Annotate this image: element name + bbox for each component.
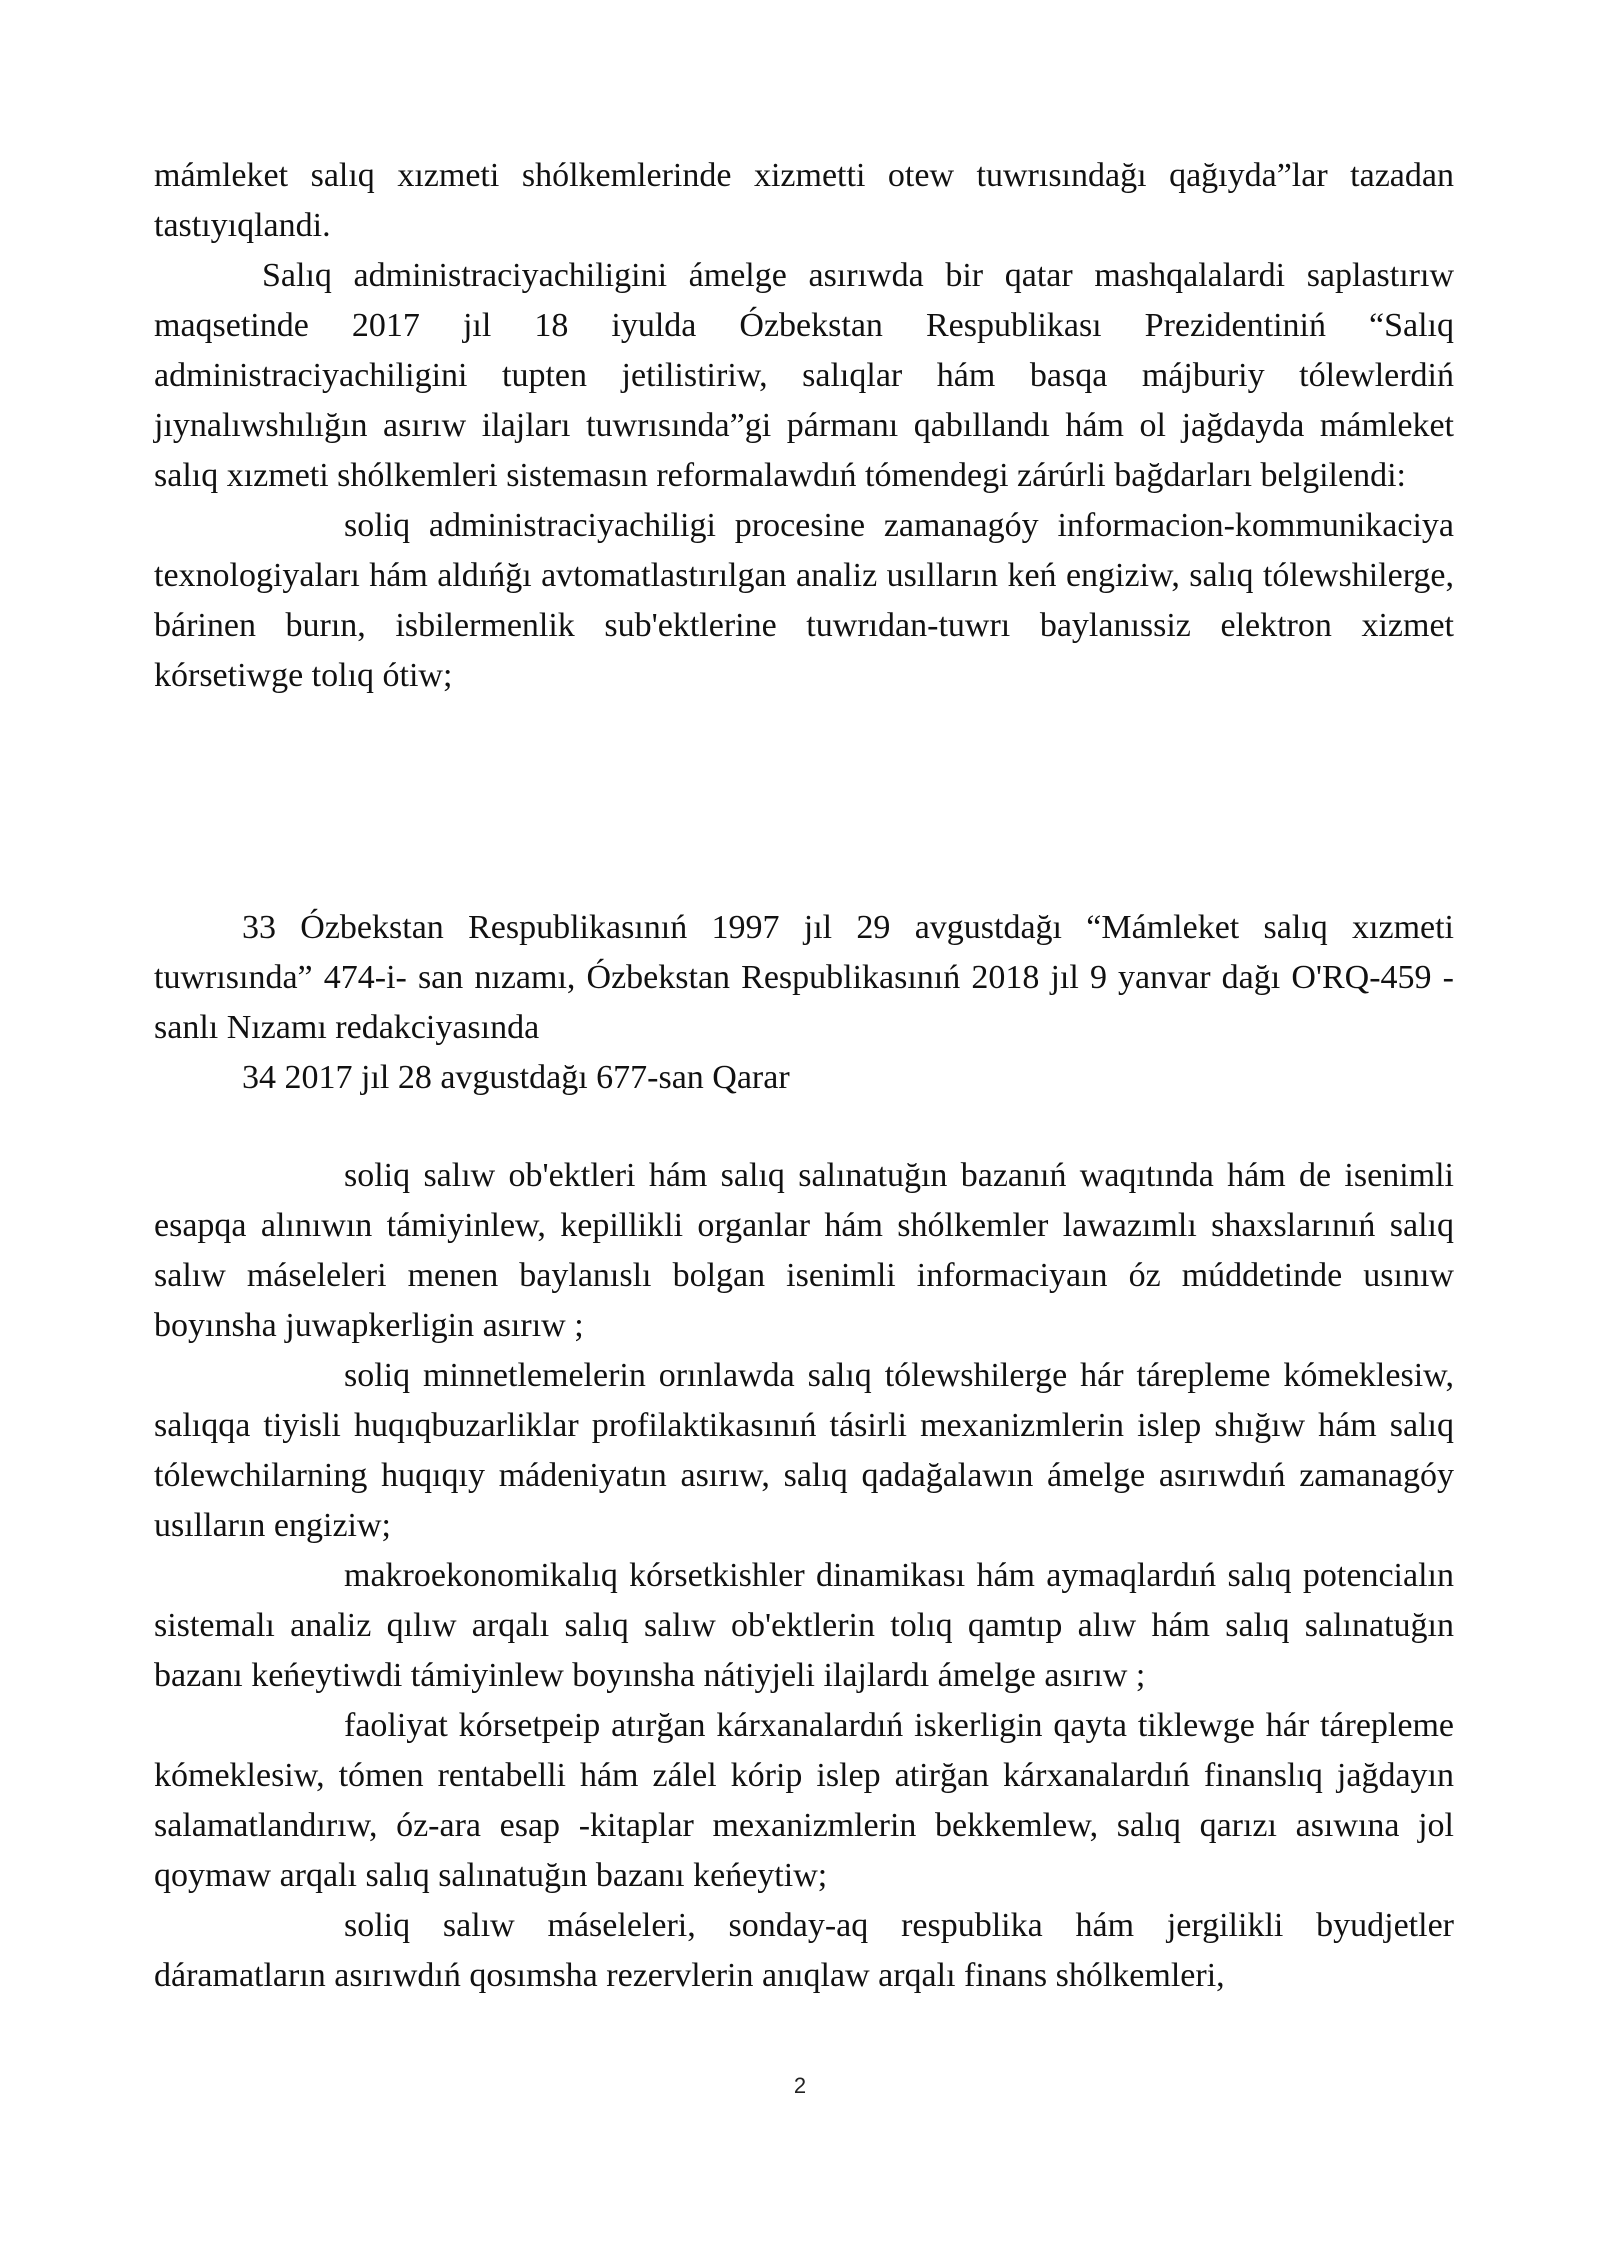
- paragraph-list-item: soliq minnetlemelerin orınlawda salıq tólewshilerge hár tárepleme kómeklesiw, salıqqa tiyisli huqıqbuzarliklar profilaktikasınıń tásirli mexanizmlerin islep shığıw hám salıq tólewchilarning huqıqıy mádeniyatın asırıw, salıq qadağalawın ámelge asırıwdıń zamanagóy usılların engiziw;: [154, 1357, 1454, 1544]
- paragraph-list-item: soliq salıw ob'ektleri hám salıq salınatuğın bazanıń waqıtında hám de isenimli esapqa alınıwın támiyinlew, kepillikli organlar hám shólkemler lawazımlı shaxslarınıń salıq salıw máseleleri menen baylanıslı bolgan isenimli informaciyaın óz múddetinde usınıw boyınsha juwapkerligin asırıw ;: [154, 1157, 1454, 1344]
- main-text-top: [154, 151, 1454, 701]
- footnote-33: 33 Ózbekstan Respublikasınıń 1997 jıl 29 avgustdağı “Mámleket salıq xızmeti tuwrısında” 474-i- san nızamı, Ózbekstan Respublikasınıń 2018 jıl 9 yanvar dağı O'RQ-459 - sanlı Nızamı redakciyasında: [154, 909, 1454, 1046]
- paragraph-list-item: makroekonomikalıq kórsetkishler dinamikası hám aymaqlardıń salıq potencialın sistemalı analiz qılıw arqalı salıq salıw ob'ektlerin tolıq qamtıp alıw hám salıq salınatuğın bazanı keńeytiwdi támiyinlew boyınsha nátiyjeli ilajlardı ámelge asırıw ;: [154, 1557, 1454, 1694]
- footnotes: [154, 903, 1454, 1103]
- paragraph-list-item: soliq salıw máseleleri, sonday-aq respublika hám jergilikli byudjetler dáramatların asırıwdıń qosımsha rezervlerin anıqlaw arqalı finans shólkemleri,: [154, 1907, 1454, 1994]
- paragraph-list-item: faoliyat kórsetpeip atırğan kárxanalardıń iskerligin qayta tiklewge hár tárepleme kómeklesiw, tómen rentabelli hám zálel kórip islep atirğan kárxanalardıń finanslıq jağdayın salamatlandırıw, óz-ara esap -kitaplar mexanizmlerin bekkemlew, salıq qarızı asıwına jol qoymaw arqalı salıq salınatuğın bazanı keńeytiw;: [154, 1707, 1454, 1894]
- page-number: 2: [793, 2073, 807, 2098]
- paragraph-continuation: mámleket salıq xızmeti shólkemlerinde xizmetti otew tuwrısındağı qağıyda”lar tazadan tastıyıqlandi.: [154, 157, 1454, 244]
- paragraph-decree: Salıq administraciyachiligini ámelge asırıwda bir qatar mashqalalardi saplastırıw maqsetinde 2017 jıl 18 iyulda Ózbekstan Respublikası Prezidentiniń “Salıq administraciyachiligini tupten jetilistiriw, salıqlar hám basqa májburiy tólewlerdiń jıynalıwshılığın asırıw ilajları tuwrısında”gi pármanı qabıllandı hám ol jağdayda mámleket salıq xızmeti shólkemleri sistemasın reformalawdıń tómendegi zárúrli bağdarları belgilendi:: [154, 257, 1454, 494]
- paragraph-list-item: soliq administraciyachiligi procesine zamanagóy informacion-kommunikaciya texnologiyaları hám aldıńğı avtomatlastırılgan analiz usılların keń engiziw, salıq tólewshilerge, bárinen burın, isbilermenlik sub'ektlerine tuwrıdan-tuwrı baylanıssiz elektron xizmet kórsetiwge tolıq ótiw;: [154, 507, 1454, 694]
- main-text-bottom: [154, 1151, 1454, 2001]
- footnote-34: 34 2017 jıl 28 avgustdağı 677-san Qarar: [242, 1059, 790, 1096]
